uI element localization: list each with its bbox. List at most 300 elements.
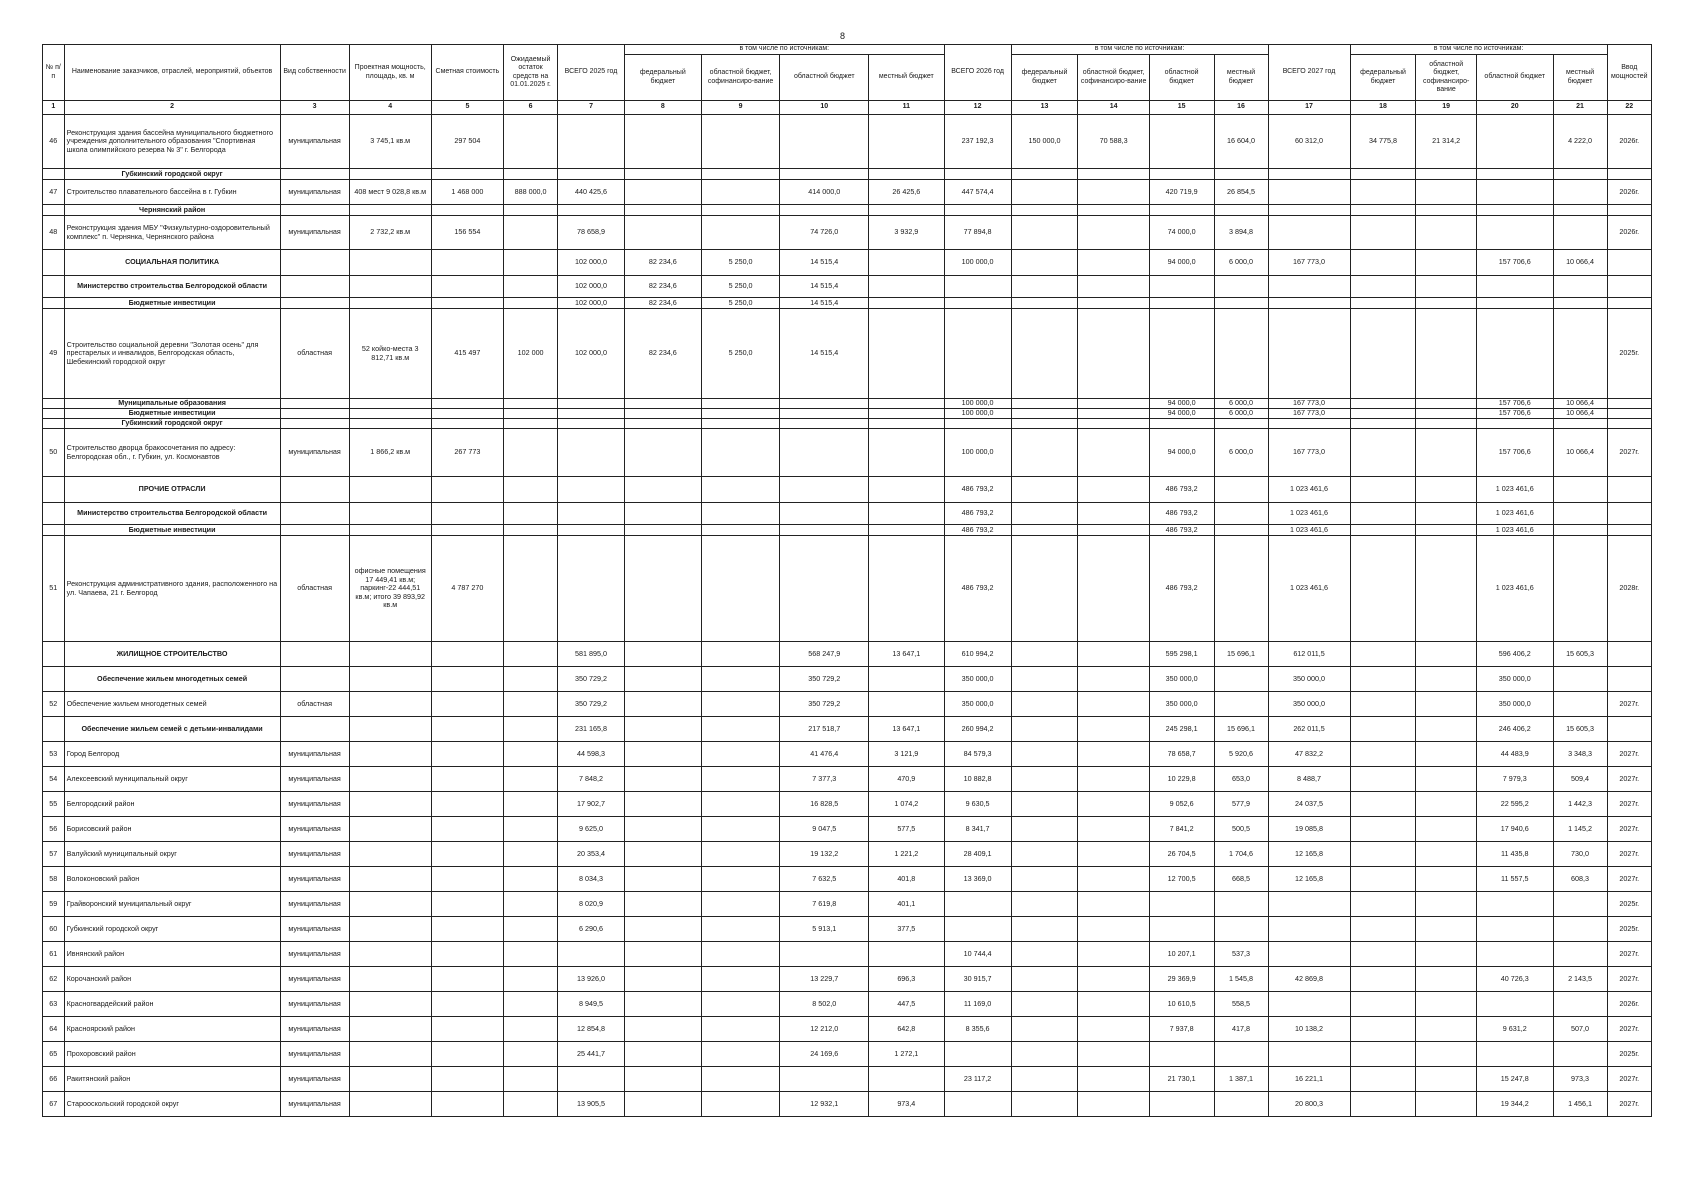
- table-cell: областная: [280, 309, 349, 399]
- table-cell: [701, 1067, 780, 1092]
- table-cell: [1078, 1092, 1149, 1117]
- table-cell: [558, 169, 625, 180]
- table-cell: [1416, 205, 1476, 216]
- table-cell: [431, 169, 503, 180]
- table-cell: [1078, 692, 1149, 717]
- table-cell: [431, 205, 503, 216]
- table-cell: [1214, 276, 1268, 298]
- table-cell: [1078, 250, 1149, 276]
- table-cell: 595 298,1: [1149, 642, 1214, 667]
- table-cell: [504, 250, 558, 276]
- table-row: [43, 692, 1652, 717]
- header-estimate: Сметная стоимость: [431, 45, 503, 101]
- table-cell: [280, 667, 349, 692]
- table-cell: [1476, 309, 1553, 399]
- table-cell: 537,3: [1214, 942, 1268, 967]
- table-cell: [558, 429, 625, 477]
- table-cell: [349, 742, 431, 767]
- table-cell: 17 940,6: [1476, 817, 1553, 842]
- table-cell: 102 000: [504, 309, 558, 399]
- table-cell: [558, 503, 625, 525]
- table-cell: [625, 842, 702, 867]
- table-cell: [1011, 419, 1078, 429]
- table-cell: [1214, 1092, 1268, 1117]
- table-cell: 350 000,0: [1149, 692, 1214, 717]
- table-cell: [1416, 429, 1476, 477]
- table-cell: [1553, 419, 1607, 429]
- table-cell: [349, 867, 431, 892]
- table-cell: 568 247,9: [780, 642, 869, 667]
- table-cell: [1416, 667, 1476, 692]
- table-cell: [1149, 298, 1214, 309]
- table-cell: муниципальная: [280, 867, 349, 892]
- row-number: 56: [43, 817, 65, 842]
- table-cell: [1011, 309, 1078, 399]
- table-cell: [1416, 917, 1476, 942]
- table-cell: [1078, 419, 1149, 429]
- table-cell: 1 023 461,6: [1476, 477, 1553, 503]
- table-cell: 94 000,0: [1149, 409, 1214, 419]
- table-cell: [1416, 477, 1476, 503]
- table-cell: [1011, 429, 1078, 477]
- header-remainder: Ожидаемый остаток средств на 01.01.2025 г.: [504, 45, 558, 101]
- table-cell: 486 793,2: [1149, 536, 1214, 642]
- table-cell: [1350, 692, 1416, 717]
- table-cell: [1607, 667, 1651, 692]
- table-cell: 11 169,0: [944, 992, 1011, 1017]
- table-cell: [431, 1092, 503, 1117]
- table-cell: [558, 942, 625, 967]
- table-cell: [701, 399, 780, 409]
- table-cell: 500,5: [1214, 817, 1268, 842]
- header-cofinancing-2025: областной бюджет, софинансиро-вание: [701, 55, 780, 101]
- table-cell: 11 435,8: [1476, 842, 1553, 867]
- table-cell: [349, 205, 431, 216]
- table-cell: [1553, 477, 1607, 503]
- table-cell: [1011, 867, 1078, 892]
- table-cell: [349, 1092, 431, 1117]
- table-cell: муниципальная: [280, 1017, 349, 1042]
- row-name: Реконструкция административного здания, расположенного на ул. Чапаева, 21 г. Белгород: [64, 536, 280, 642]
- table-row: [43, 817, 1652, 842]
- table-cell: [1553, 917, 1607, 942]
- column-number: 17: [1268, 101, 1350, 115]
- row-number: [43, 298, 65, 309]
- table-cell: [944, 419, 1011, 429]
- table-cell: [504, 742, 558, 767]
- table-cell: 167 773,0: [1268, 250, 1350, 276]
- table-cell: [349, 276, 431, 298]
- table-cell: 973,3: [1553, 1067, 1607, 1092]
- table-cell: 696,3: [869, 967, 945, 992]
- table-cell: [1476, 298, 1553, 309]
- table-cell: [1350, 298, 1416, 309]
- table-cell: [431, 419, 503, 429]
- row-name: Алексеевский муниципальный округ: [64, 767, 280, 792]
- table-cell: 420 719,9: [1149, 180, 1214, 205]
- table-cell: 486 793,2: [1149, 477, 1214, 503]
- table-cell: [625, 216, 702, 250]
- table-cell: 24 037,5: [1268, 792, 1350, 817]
- table-cell: 509,4: [1553, 767, 1607, 792]
- table-cell: [1268, 276, 1350, 298]
- table-cell: [869, 477, 945, 503]
- table-cell: [431, 477, 503, 503]
- table-cell: [701, 477, 780, 503]
- row-name: Старооскольский городской округ: [64, 1092, 280, 1117]
- table-cell: 1 468 000: [431, 180, 503, 205]
- row-number: [43, 276, 65, 298]
- table-cell: [1553, 1042, 1607, 1067]
- table-cell: [869, 525, 945, 536]
- table-header: [43, 45, 1652, 115]
- table-cell: 2025г.: [1607, 309, 1651, 399]
- table-cell: 577,5: [869, 817, 945, 842]
- table-cell: [1607, 642, 1651, 667]
- table-cell: [1214, 309, 1268, 399]
- group-row: [43, 525, 1652, 536]
- table-cell: [701, 180, 780, 205]
- table-cell: 350 000,0: [1476, 692, 1553, 717]
- table-cell: [625, 1017, 702, 1042]
- table-cell: муниципальная: [280, 942, 349, 967]
- table-cell: [869, 250, 945, 276]
- table-cell: муниципальная: [280, 842, 349, 867]
- row-number: 46: [43, 115, 65, 169]
- table-cell: офисные помещения 17 449,41 кв.м; паркинг-22 444,51 кв.м; итого 39 893,92 кв.м: [349, 536, 431, 642]
- table-cell: [1350, 409, 1416, 419]
- table-cell: 10 744,4: [944, 942, 1011, 967]
- table-cell: [349, 1067, 431, 1092]
- table-cell: [701, 892, 780, 917]
- table-cell: 3 894,8: [1214, 216, 1268, 250]
- table-cell: 10 066,4: [1553, 409, 1607, 419]
- header-federal-2027: федеральный бюджет: [1350, 55, 1416, 101]
- table-cell: [701, 429, 780, 477]
- table-cell: 74 726,0: [780, 216, 869, 250]
- row-name: Губкинский городской округ: [64, 169, 280, 180]
- table-body: [43, 115, 1652, 1117]
- table-cell: [1078, 742, 1149, 767]
- table-cell: [1416, 692, 1476, 717]
- table-cell: 3 121,9: [869, 742, 945, 767]
- row-number: 47: [43, 180, 65, 205]
- table-cell: [1011, 205, 1078, 216]
- table-cell: 2027г.: [1607, 792, 1651, 817]
- table-cell: [701, 717, 780, 742]
- table-cell: [280, 642, 349, 667]
- row-number: 54: [43, 767, 65, 792]
- row-number: [43, 419, 65, 429]
- table-cell: 13 905,5: [558, 1092, 625, 1117]
- table-cell: [1476, 992, 1553, 1017]
- table-cell: 401,8: [869, 867, 945, 892]
- table-cell: [1078, 717, 1149, 742]
- table-cell: [504, 992, 558, 1017]
- table-cell: [1214, 917, 1268, 942]
- table-cell: [1011, 942, 1078, 967]
- table-cell: [349, 642, 431, 667]
- table-cell: [1607, 399, 1651, 409]
- table-cell: [1149, 1042, 1214, 1067]
- table-cell: [431, 842, 503, 867]
- table-cell: 167 773,0: [1268, 429, 1350, 477]
- row-name: ЖИЛИЩНОЕ СТРОИТЕЛЬСТВО: [64, 642, 280, 667]
- table-cell: [1416, 399, 1476, 409]
- table-cell: 13 926,0: [558, 967, 625, 992]
- table-cell: [701, 942, 780, 967]
- table-cell: [1607, 525, 1651, 536]
- table-cell: [1078, 429, 1149, 477]
- table-cell: 1 023 461,6: [1476, 536, 1553, 642]
- header-cofinancing-2026: областной бюджет, софинансиро-вание: [1078, 55, 1149, 101]
- table-cell: [1078, 667, 1149, 692]
- table-cell: [1350, 967, 1416, 992]
- table-cell: [1214, 205, 1268, 216]
- table-cell: [504, 1067, 558, 1092]
- row-name: Красноярский район: [64, 1017, 280, 1042]
- section-row: [43, 477, 1652, 503]
- table-cell: [504, 536, 558, 642]
- table-cell: [431, 250, 503, 276]
- table-cell: [1553, 667, 1607, 692]
- table-cell: 350 729,2: [558, 692, 625, 717]
- table-cell: 2027г.: [1607, 429, 1651, 477]
- table-cell: 401,1: [869, 892, 945, 917]
- table-cell: 5 920,6: [1214, 742, 1268, 767]
- table-cell: [1607, 717, 1651, 742]
- table-cell: 2027г.: [1607, 692, 1651, 717]
- table-cell: [431, 298, 503, 309]
- table-cell: [1011, 298, 1078, 309]
- table-cell: [625, 205, 702, 216]
- table-cell: [1078, 817, 1149, 842]
- table-cell: 11 557,5: [1476, 867, 1553, 892]
- table-cell: [1416, 503, 1476, 525]
- table-cell: [701, 867, 780, 892]
- header-total-2027: ВСЕГО 2027 год: [1268, 45, 1350, 101]
- table-cell: [280, 169, 349, 180]
- table-cell: 10 229,8: [1149, 767, 1214, 792]
- column-number-row: [43, 101, 1652, 115]
- table-cell: 612 011,5: [1268, 642, 1350, 667]
- table-cell: [504, 792, 558, 817]
- table-cell: 13 647,1: [869, 717, 945, 742]
- table-cell: [1553, 503, 1607, 525]
- table-cell: [1268, 892, 1350, 917]
- table-cell: муниципальная: [280, 967, 349, 992]
- table-cell: [349, 842, 431, 867]
- table-cell: 9 631,2: [1476, 1017, 1553, 1042]
- row-name: ПРОЧИЕ ОТРАСЛИ: [64, 477, 280, 503]
- row-number: 65: [43, 1042, 65, 1067]
- table-cell: [1078, 536, 1149, 642]
- table-cell: [504, 692, 558, 717]
- table-cell: [869, 169, 945, 180]
- table-cell: [431, 817, 503, 842]
- table-cell: [780, 169, 869, 180]
- table-cell: [625, 477, 702, 503]
- table-cell: [504, 409, 558, 419]
- table-cell: [1416, 409, 1476, 419]
- column-number: 18: [1350, 101, 1416, 115]
- row-name: Грайворонский муниципальный округ: [64, 892, 280, 917]
- table-cell: 9 052,6: [1149, 792, 1214, 817]
- table-cell: 94 000,0: [1149, 250, 1214, 276]
- table-cell: 4 787 270: [431, 536, 503, 642]
- table-cell: 2026г.: [1607, 992, 1651, 1017]
- table-cell: 8 034,3: [558, 867, 625, 892]
- table-cell: [431, 717, 503, 742]
- table-row: [43, 216, 1652, 250]
- table-cell: 5 250,0: [701, 309, 780, 399]
- table-cell: [701, 205, 780, 216]
- table-cell: [1214, 536, 1268, 642]
- row-name: Ивнянский район: [64, 942, 280, 967]
- table-cell: [1607, 250, 1651, 276]
- table-cell: [1078, 792, 1149, 817]
- row-number: [43, 250, 65, 276]
- table-cell: 21 730,1: [1149, 1067, 1214, 1092]
- table-row: [43, 180, 1652, 205]
- table-cell: 77 894,8: [944, 216, 1011, 250]
- table-cell: [869, 409, 945, 419]
- table-cell: [1011, 792, 1078, 817]
- table-cell: [349, 1042, 431, 1067]
- table-cell: [1011, 967, 1078, 992]
- table-cell: 2027г.: [1607, 942, 1651, 967]
- table-cell: 486 793,2: [944, 477, 1011, 503]
- table-cell: [1350, 309, 1416, 399]
- table-cell: 157 706,6: [1476, 429, 1553, 477]
- table-row: [43, 942, 1652, 967]
- header-num: № п/п: [43, 45, 65, 101]
- table-cell: 19 132,2: [780, 842, 869, 867]
- table-cell: муниципальная: [280, 429, 349, 477]
- table-cell: 417,8: [1214, 1017, 1268, 1042]
- table-cell: 6 000,0: [1214, 250, 1268, 276]
- table-cell: [349, 503, 431, 525]
- table-cell: 44 483,9: [1476, 742, 1553, 767]
- table-cell: 668,5: [1214, 867, 1268, 892]
- table-cell: [625, 642, 702, 667]
- table-cell: [558, 115, 625, 169]
- table-cell: 102 000,0: [558, 298, 625, 309]
- table-cell: [1350, 525, 1416, 536]
- table-cell: [1078, 525, 1149, 536]
- table-cell: [558, 409, 625, 419]
- table-cell: [1350, 477, 1416, 503]
- table-cell: [1011, 1092, 1078, 1117]
- table-cell: [1011, 1067, 1078, 1092]
- row-number: 48: [43, 216, 65, 250]
- table-cell: муниципальная: [280, 767, 349, 792]
- table-cell: [625, 867, 702, 892]
- table-cell: [625, 1067, 702, 1092]
- table-cell: 1 866,2 кв.м: [349, 429, 431, 477]
- table-cell: 1 456,1: [1553, 1092, 1607, 1117]
- table-cell: 15 696,1: [1214, 642, 1268, 667]
- table-cell: [1011, 767, 1078, 792]
- table-cell: [1416, 298, 1476, 309]
- table-cell: [1416, 180, 1476, 205]
- table-cell: [1078, 399, 1149, 409]
- column-number: 1: [43, 101, 65, 115]
- table-cell: 5 250,0: [701, 276, 780, 298]
- table-cell: 82 234,6: [625, 298, 702, 309]
- table-cell: [1416, 742, 1476, 767]
- table-cell: [1149, 892, 1214, 917]
- table-cell: [280, 276, 349, 298]
- table-cell: [1350, 942, 1416, 967]
- table-cell: [1078, 1067, 1149, 1092]
- table-cell: 1 074,2: [869, 792, 945, 817]
- table-cell: [1553, 536, 1607, 642]
- table-cell: 100 000,0: [944, 399, 1011, 409]
- table-cell: 100 000,0: [944, 409, 1011, 419]
- table-cell: [625, 817, 702, 842]
- table-cell: 486 793,2: [1149, 525, 1214, 536]
- table-cell: 653,0: [1214, 767, 1268, 792]
- table-cell: [1268, 298, 1350, 309]
- table-cell: 14 515,4: [780, 250, 869, 276]
- group-row: [43, 503, 1652, 525]
- table-cell: [1011, 917, 1078, 942]
- table-cell: 102 000,0: [558, 250, 625, 276]
- table-cell: 102 000,0: [558, 309, 625, 399]
- group-row: [43, 419, 1652, 429]
- table-cell: [349, 409, 431, 419]
- table-cell: [625, 792, 702, 817]
- table-cell: 12 932,1: [780, 1092, 869, 1117]
- row-name: Обеспечение жильем семей с детьми-инвалидами: [64, 717, 280, 742]
- table-cell: [780, 205, 869, 216]
- table-cell: [1078, 477, 1149, 503]
- table-cell: 6 000,0: [1214, 409, 1268, 419]
- table-cell: [1078, 298, 1149, 309]
- table-cell: [1350, 399, 1416, 409]
- table-cell: 10 882,8: [944, 767, 1011, 792]
- table-cell: 41 476,4: [780, 742, 869, 767]
- table-cell: [1011, 525, 1078, 536]
- table-cell: [1011, 536, 1078, 642]
- table-cell: [1416, 1042, 1476, 1067]
- table-cell: 1 545,8: [1214, 967, 1268, 992]
- table-cell: [280, 298, 349, 309]
- table-cell: 231 165,8: [558, 717, 625, 742]
- table-cell: [1607, 409, 1651, 419]
- column-number: 6: [504, 101, 558, 115]
- table-cell: [1416, 942, 1476, 967]
- column-number: 10: [780, 101, 869, 115]
- table-row: [43, 842, 1652, 867]
- table-cell: [780, 419, 869, 429]
- header-regional-2025: областной бюджет: [780, 55, 869, 101]
- table-cell: [1149, 917, 1214, 942]
- table-cell: [869, 1067, 945, 1092]
- table-cell: [1078, 917, 1149, 942]
- header-name: Наименование заказчиков, отраслей, мероприятий, объектов: [64, 45, 280, 101]
- table-cell: [780, 942, 869, 967]
- table-cell: [1607, 477, 1651, 503]
- header-regional-2027: областной бюджет: [1476, 55, 1553, 101]
- header-federal-2026: федеральный бюджет: [1011, 55, 1078, 101]
- table-cell: [349, 942, 431, 967]
- table-cell: 9 625,0: [558, 817, 625, 842]
- table-cell: [1011, 409, 1078, 419]
- table-cell: 642,8: [869, 1017, 945, 1042]
- table-cell: 350 729,2: [780, 667, 869, 692]
